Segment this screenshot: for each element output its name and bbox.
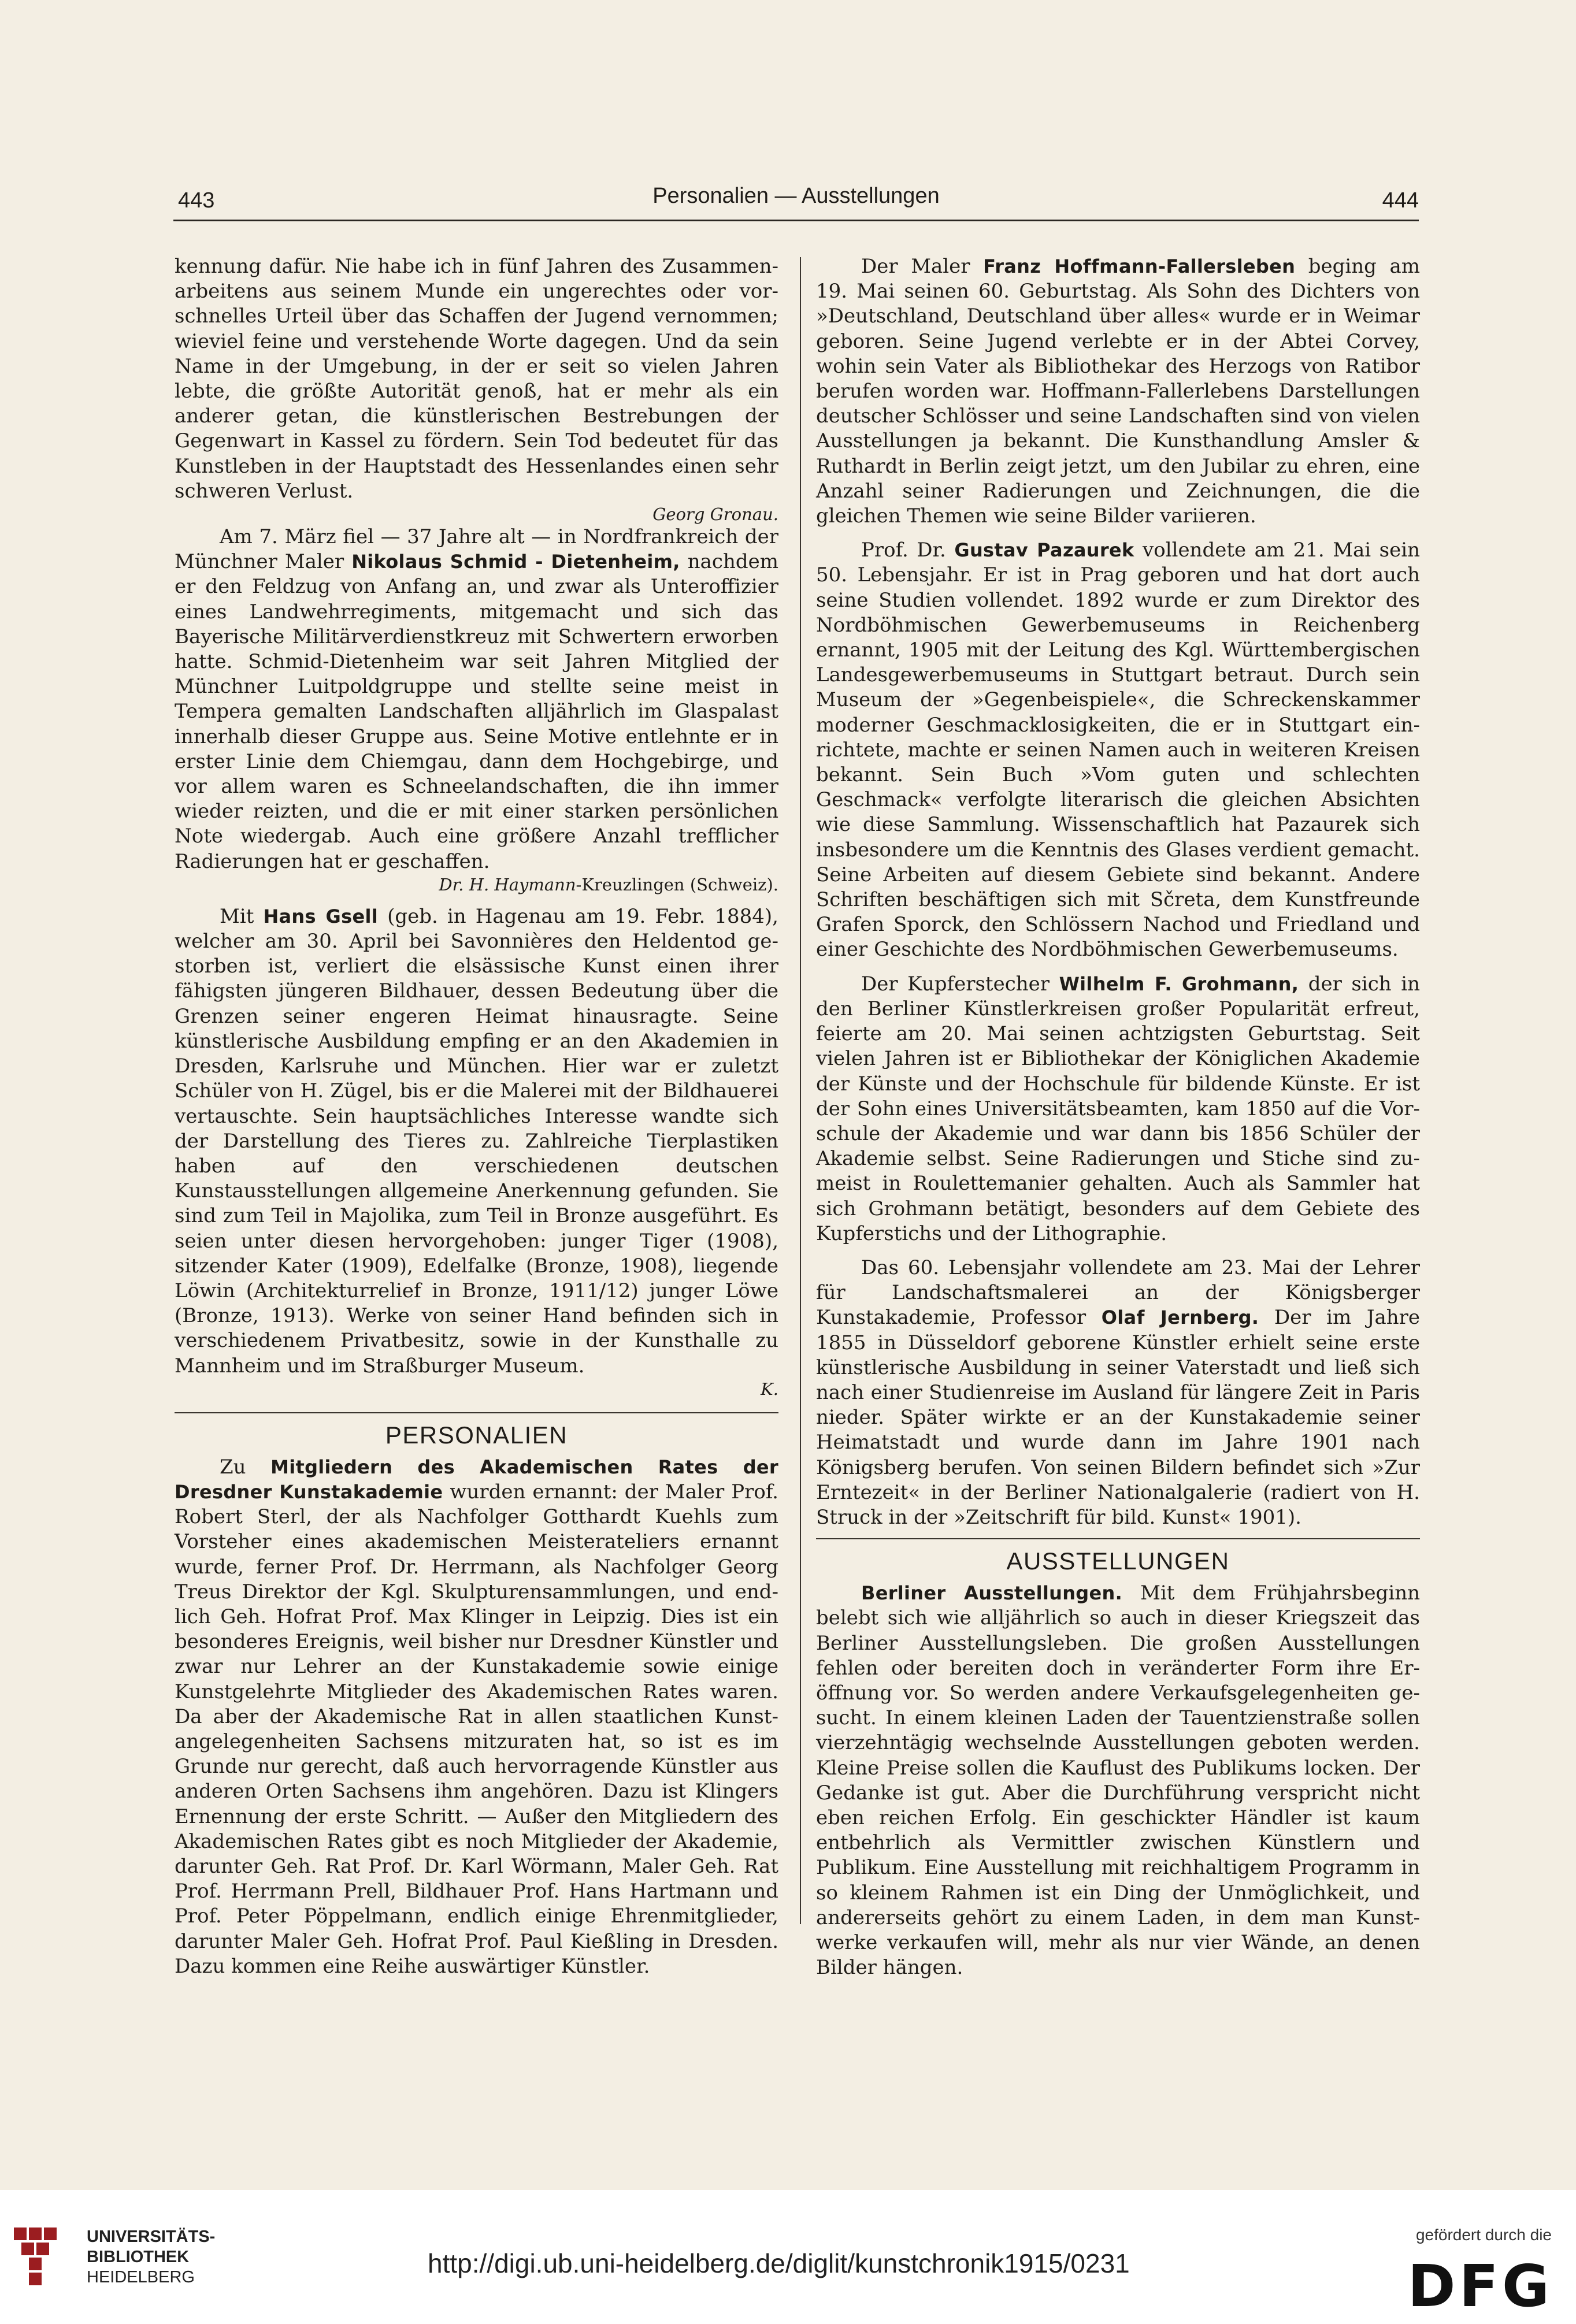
page-number-left: 443 [178,188,215,213]
permalink-url[interactable]: http://digi.ub.uni-heidelberg.de/diglit/kunstchronik1915/0231 [428,2248,1130,2278]
paragraph-schmid-dietenheim: Am 7. März fiel — 37 Jahre alt — in Nordfrankreich der Münchner Maler Nikolaus Schmid - Dietenheim, nachdem er den Feldzug von Anfang an, und zwar als Unteroffizier eines Landwehrregiments, mitgemacht und sich das Bayerische Militärverdienstkreuz mit Schwertern erworben hatte. Schmid-Dietenheim war seit Jahren Mitglied der Münchner Luitpoldgruppe und stellte seine meist in Tempera gemalten Landschaften alljährlich im Glaspalast innerhalb dieser Gruppe aus. Seine Motive entlehnte er in erster Linie dem Chiemgau, dann dem Hochgebirge, und vor allem waren es Schneelandschaften, die ihn immer wieder reizten, und die er mit einer starken persönlichen Note wiedergab. Auch eine größere Anzahl trefflicher Radierungen hat er geschaffen. [175,525,778,873]
signature-haymann: Dr. H. Haymann-Kreuzlingen (Schweiz). [439,874,778,894]
university-library-name: UNIVERSITÄTS- BIBLIOTHEK HEIDELBERG [87,2228,216,2286]
signature-gronau: Georg Gronau. [652,504,778,525]
digitization-footer [0,2190,1576,2324]
name-pazaurek: Gustav Pazaurek [954,539,1134,562]
dfg-logo: DFG [1407,2252,1553,2320]
page-number-right: 444 [1382,188,1419,213]
signature-k: K. [761,1379,778,1399]
running-header [173,184,1419,218]
name-grohmann: Wilhelm F. Grohmann, [1059,972,1299,995]
paragraph-berliner-ausstellungen: Berliner Ausstellungen. Mit dem Frühjahrsbeginn belebt sich wie alljährlich so auch in dieser Kriegszeit das Berliner Ausstellungsleben. Die großen Ausstellungen fehlen oder bereiten doch in veränderter Form ihre Eröffnung vor. So werden andere Verkaufsgelegenheiten gesucht. In einem kleinen Laden der Tauentzienstraße sollen vierzehntägig wechselnde Ausstellungen geboten werden. Kleine Preise sollen die Kauflust des Publikums locken. Der Gedanke ist gut. Aber die Durchführung verspricht nicht eben reichen Erfolg. Ein geschickter Händler ist kaum entbehrlich als Vermittler zwischen Künstlern und Publikum. Eine Ausstellung mit reichhaltigem Programm in so kleinem Rahmen ist ein Ding der Unmöglichkeit, und andererseits gehört zu einem Laden, in dem man Kunstwerke verkaufen will, mehr als nur vier Wände, an denen Bilder hängen. [816,1581,1420,1980]
paragraph-jernberg: Das 60. Lebensjahr vollendete am 23. Mai der Lehrer für Landschaftsmalerei an der Königsberger Kunstakademie, Professor Olaf Jernberg. Der im Jahre 1855 in Düsseldorf geborene Künstler erhielt seine erste künstlerische Ausbildung in seiner Vaterstadt und ließ sich nach einer Studienreise im Ausland für längere Zeit in Paris nieder. Später wirkte er an der Kunstakademie seiner Heimatstadt und wurde dann im Jahre 1901 nach Königsberg berufen. Von seinen Bildern befindet sich »Zur Erntezeit« in der Berliner Nationalgalerie (radiert von H. Struck in der »Zeitschrift für bild. Kunst« 1901). [816,1256,1421,1529]
dfg-caption: gefördert durch die [1415,2226,1552,2244]
section-title-personalien: PERSONALIEN [385,1421,568,1449]
name-schmid-dietenheim: Nikolaus Schmid - Dietenheim, [351,551,680,573]
header-rule [173,220,1419,221]
paragraph-hoffmann-fallersleben: Der Maler Franz Hoffmann-Fallersleben beging am 19. Mai seinen 60. Geburtstag. Als Sohn des Dichters von »Deutschland, Deutschland über alles« wurde er in Weimar geboren. Seine Jugend verlebte er in der Abtei Corvey, wohin sein Vater als Bibliothekar des Herzogs von Ratibor berufen worden war. Hoffmann-Fallerlebens Darstellungen deutscher Schlösser und seine Landschaften sind von vielen Ausstellungen ja bekannt. Die Kunsthandlung Amsler & Ruthardt in Berlin zeigt jetzt, um den Jubilar zu ehren, eine Anzahl seiner Radierungen und Zeichnungen, die die gleichen Themen wie seine Bilder variieren. [816,255,1420,528]
name-berliner-ausstellungen: Berliner Ausstellungen. [861,1582,1123,1605]
section-title-ausstellungen: AUSSTELLUNGEN [1006,1547,1230,1575]
name-hoffmann-fallersleben: Franz Hoffmann-Fallersleben [983,255,1296,277]
paragraph-gsell: Mit Hans Gsell (geb. in Hagenau am 19. Febr. 1884), welcher am 30. April bei Savonnières den Heldentod gestorben ist, verliert die elsässische Kunst einen ihrer fähigsten jüngeren Bildhauer, dessen Bedeutung über die Grenzen seiner engeren Heimat hinausragte. Seine künstlerische Ausbildung empfing er an den Akademien in Dresden, Karlsruhe und München. Hier war er zuletzt Schüler von H. Zügel, bis er die Malerei mit der Bildhauerei vertauschte. Sein hauptsächliches Interesse wandte sich der Darstellung des Tieres zu. Zahlreiche Tierplastiken haben auf den verschiedenen deutschen Kunstausstellungen allgemeine Anerkennung gefunden. Sie sind zum Teil in Majolika, zum Teil in Bronze ausgeführt. Es seien unter diesen hervorgehoben: junger Tiger (1908), sitzender Kater (1909), Edelfalke (Bronze, 1908), liegende Löwin (Architekturrelief in Bronze, 1911/12) junger Löwe (Bronze, 1913). Werke von seiner Hand befinden sich in verschiedenem Privatbesitz, sowie in der Kunsthalle zu Mannheim und im Straßburger Museum. [175,904,778,1378]
column-divider [800,257,801,1924]
name-gsell: Hans Gsell [263,905,378,927]
section-rule [816,1538,1420,1539]
university-library-logo-icon [12,2222,72,2291]
paragraph-gronau-ending: kennung dafür. Nie habe ich in fünf Jahren des Zusammenarbeitens aus seinem Munde ein ungerechtes oder vorschnelles Urteil über das Schaffen der Jugend vernommen; wieviel feine und verstehende Worte dagegen. Und da sein Name in der Umgebung, in der er seit so vielen Jahren lebte, die größte Autorität genoß, hat er mehr als ein anderer getan, die künstlerischen Bestrebungen der Gegenwart in Kassel zu fördern. Sein Tod bedeutet für das Kunstleben in der Hauptstadt des Hessenlandes einen sehr schweren Verlust. [175,255,778,503]
right-column [816,254,1421,1980]
section-rule [175,1412,778,1413]
left-column [175,254,778,1978]
running-title: Personalien — Ausstellungen [652,184,940,208]
paragraph-grohmann: Der Kupferstecher Wilhelm F. Grohmann, der sich in den Berliner Künstlerkreisen großer Popularität erfreut, feierte am 20. Mai seinen achtzigsten Geburtstag. Seit vielen Jahren ist er Bibliothekar der Königlichen Akademie der Künste und der Hochschule für bildende Künste. Er ist der Sohn eines Universitätsbeamten, kam 1850 auf die Vorschule der Akademie und war dann bis 1856 Schüler der Akademie selbst. Seine Radierungen und Stiche sind zumeist in Roulettemanier gehalten. Auch als Sammler hat sich Grohmann betätigt, besonders auf dem Gebiete des Kupferstichs und der Lithographie. [816,972,1420,1245]
paragraph-akademischer-rat: Zu Mitgliedern des Akademischen Rates der Dresdner Kunstakademie wurden ernannt: der Maler Prof. Robert Sterl, der als Nachfolger Gotthardt Kuehls zum Vorsteher eines akademischen Meisterateliers ernannt wurde, ferner Prof. Dr. Herrmann, als Nachfolger Georg Treus Direktor der Kgl. Skulpturensammlungen, und endlich Geh. Hofrat Prof. Max Klinger in Leipzig. Dies ist ein besonderes Ereignis, weil bisher nur Dresdner Künstler und zwar nur Lehrer an der Kunstakademie sowie einige Kunstgelehrte Mitglieder des Akademischen Rates waren. Da aber der Akademische Rat in allen staatlichen Kunstangelegenheiten Sachsens mitzuraten hat, so ist es im Grunde nur gerecht, daß auch hervorragende Künstler aus anderen Orten Sachsens ihm angehören. Dazu ist Klingers Ernennung der erste Schritt. — Außer den Mitgliedern des Akademischen Rates gibt es noch Mitglieder der Akademie, darunter Geh. Rat Prof. Dr. Karl Wörmann, Maler Geh. Rat Prof. Herrmann Prell, Bildhauer Prof. Hans Hartmann und Prof. Peter Pöppelmann, endlich einige Ehrenmitglieder, darunter Maler Geh. Hofrat Prof. Paul Kießling in Dresden. Dazu kommen eine Reihe auswärtiger Künstler. [175,1455,778,1978]
name-jernberg: Olaf Jernberg. [1101,1306,1259,1329]
paragraph-pazaurek: Prof. Dr. Gustav Pazaurek vollendete am 21. Mai sein 50. Lebensjahr. Er ist in Prag geboren und hat dort auch seine Studien vollendet. 1892 wurde er zum Direktor des Nordböhmischen Gewerbemuseums in Reichenberg ernannt, 1905 mit der Leitung des Kgl. Württembergischen Landesgewerbemuseums in Stuttgart betraut. Durch sein Museum der »Gegenbeispiele«, die Schreckenskammer moderner Geschmacklosigkeiten, die er in Stuttgart einrichtete, machte er seinen Namen auch in weiteren Kreisen bekannt. Sein Buch »Vom guten und schlechten Geschmack« verfolgte literarisch die gleichen Absichten wie diese Sammlung. Wissenschaftlich hat Pazaurek sich insbesondere um die Kenntnis des Glases verdient gemacht. Seine Arbeiten auf diesem Gebiete sind bekannt. Andere Schriften beschäftigen sich mit Sčreta, dem Kunstfreunde Grafen Sporck, den Schlössern Nachod und Friedland und einer Geschichte des Nordböhmischen Gewerbemuseums. [816,539,1421,961]
name-akademischer-rat: Mitgliedern des Akademischen Rates der Dresdner Kunstakademie [175,1456,778,1503]
